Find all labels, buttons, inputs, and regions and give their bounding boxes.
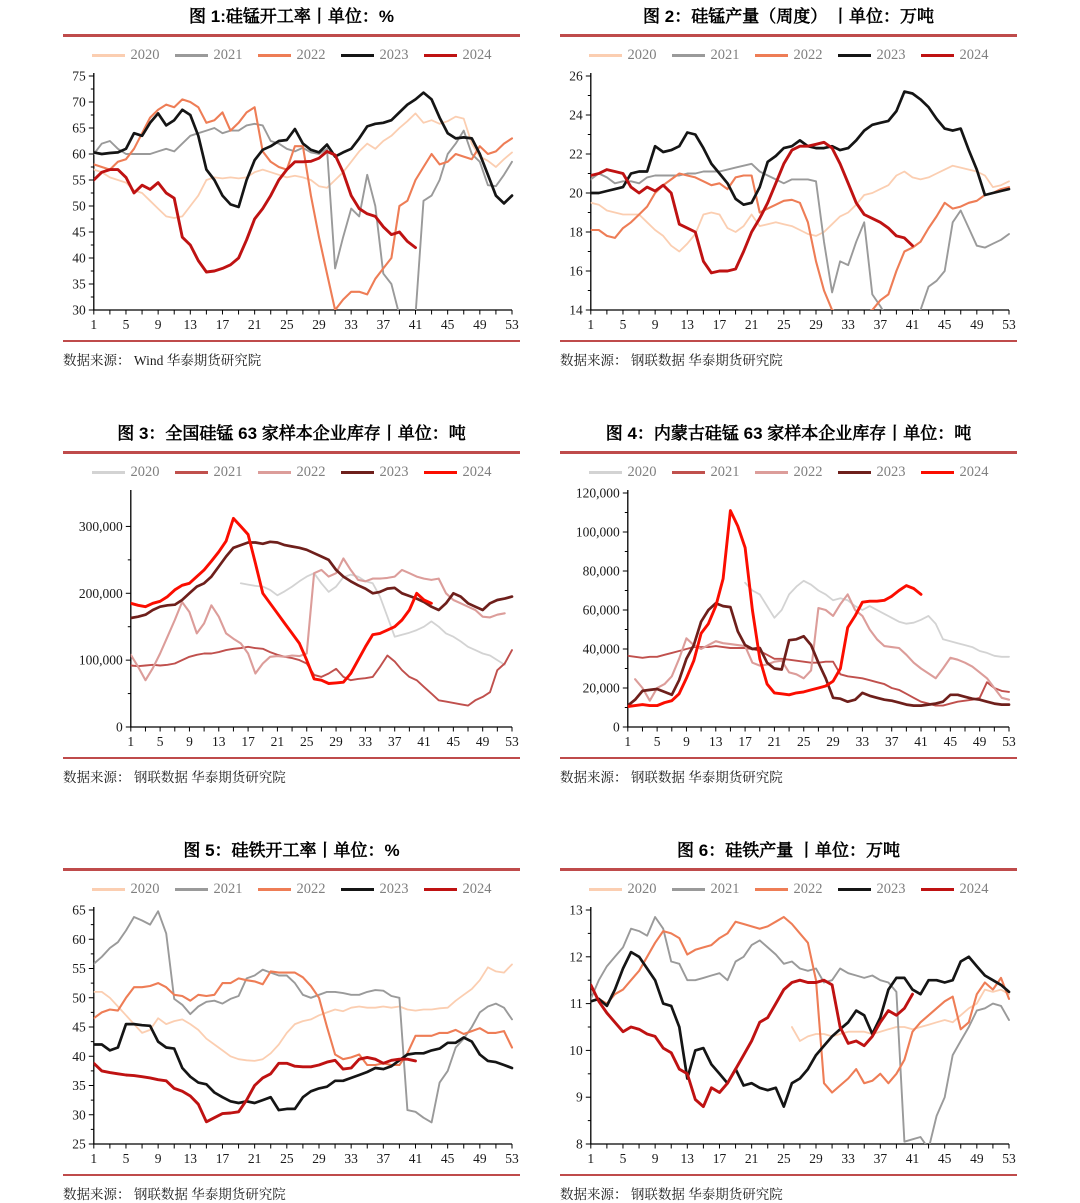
svg-text:21: 21	[247, 316, 262, 332]
svg-text:17: 17	[712, 1150, 727, 1166]
legend-swatch-2023	[838, 471, 871, 474]
legend-item-2023	[838, 464, 906, 481]
svg-text:12: 12	[569, 948, 583, 964]
legend-label-2021: 2021	[710, 464, 740, 480]
svg-text:41: 41	[408, 316, 423, 332]
legend-label-2024: 2024	[959, 881, 989, 897]
svg-text:24: 24	[569, 107, 583, 122]
figure-6-chart	[560, 902, 1017, 1170]
svg-text:53: 53	[1002, 316, 1016, 332]
svg-text:120,000: 120,000	[575, 485, 620, 500]
svg-text:53: 53	[1002, 733, 1016, 749]
figure-5-block	[63, 836, 520, 1203]
svg-text:1: 1	[587, 1150, 595, 1166]
svg-text:30: 30	[72, 1106, 86, 1122]
legend-label-2022: 2022	[793, 47, 823, 63]
legend-label-2023: 2023	[876, 464, 906, 480]
legend-swatch-2021	[672, 54, 705, 57]
figure-6-source: 数据来源： 钢联数据 华泰期货研究院	[560, 1187, 783, 1202]
legend-label-2021: 2021	[710, 881, 740, 897]
figure-4-source: 数据来源： 钢联数据 华泰期货研究院	[560, 770, 783, 785]
svg-text:45: 45	[440, 1150, 455, 1166]
figure-1-legend	[63, 46, 520, 66]
svg-text:80,000: 80,000	[582, 563, 620, 578]
legend-label-2020: 2020	[130, 47, 160, 63]
svg-text:41: 41	[408, 1150, 423, 1166]
legend-swatch-2020	[92, 54, 125, 57]
legend-item-2021	[175, 881, 243, 898]
svg-text:53: 53	[505, 316, 519, 332]
legend-swatch-2022	[755, 888, 788, 891]
title-rule	[560, 868, 1017, 871]
legend-item-2022	[258, 464, 326, 481]
legend-item-2024	[921, 464, 989, 481]
legend-item-2023	[838, 47, 906, 64]
svg-text:5: 5	[619, 1150, 627, 1166]
svg-text:49: 49	[972, 733, 987, 749]
legend-swatch-2022	[258, 54, 291, 57]
figure-6-title: 图 6：硅铁产量 丨单位：万吨	[677, 841, 900, 860]
legend-swatch-2023	[341, 888, 374, 891]
figure-2-block	[560, 2, 1017, 369]
svg-text:45: 45	[937, 316, 952, 332]
svg-text:53: 53	[505, 733, 519, 749]
legend-swatch-2023	[341, 54, 374, 57]
svg-text:13: 13	[569, 902, 583, 917]
figure-1-chart	[63, 68, 520, 336]
svg-text:21: 21	[744, 316, 759, 332]
svg-text:20: 20	[569, 185, 583, 200]
svg-text:35: 35	[72, 1077, 86, 1093]
svg-text:25: 25	[796, 733, 811, 749]
svg-text:13: 13	[212, 733, 226, 749]
svg-text:100,000: 100,000	[78, 652, 123, 668]
svg-text:60: 60	[72, 931, 86, 947]
legend-label-2022: 2022	[793, 881, 823, 897]
legend-swatch-2022	[258, 888, 291, 891]
svg-text:45: 45	[446, 733, 461, 749]
svg-text:29: 29	[312, 1150, 326, 1166]
svg-text:9: 9	[683, 733, 690, 749]
svg-text:10: 10	[569, 1042, 583, 1058]
svg-text:49: 49	[473, 1150, 487, 1166]
legend-swatch-2022	[258, 471, 291, 474]
svg-text:0: 0	[116, 719, 123, 734]
figure-5-legend	[63, 880, 520, 900]
figure-3-title: 图 3：全国硅锰 63 家样本企业库存丨单位：吨	[117, 424, 466, 443]
figure-4-legend	[560, 463, 1017, 483]
legend-swatch-2020	[589, 888, 622, 891]
svg-text:17: 17	[215, 316, 230, 332]
svg-text:5: 5	[619, 316, 627, 332]
svg-text:33: 33	[358, 733, 373, 749]
legend-label-2021: 2021	[213, 881, 243, 897]
legend-label-2020: 2020	[130, 464, 160, 480]
svg-text:22: 22	[569, 146, 583, 161]
svg-text:1: 1	[587, 316, 595, 332]
figure-3-chart	[63, 485, 520, 753]
svg-text:37: 37	[376, 316, 391, 332]
svg-text:33: 33	[855, 733, 870, 749]
legend-item-2020	[589, 464, 657, 481]
svg-text:0: 0	[613, 719, 620, 734]
svg-text:37: 37	[873, 316, 888, 332]
svg-text:41: 41	[914, 733, 928, 749]
figure-4-title: 图 4：内蒙古硅锰 63 家样本企业库存丨单位：吨	[605, 424, 972, 443]
legend-label-2024: 2024	[462, 881, 492, 897]
legend-swatch-2024	[921, 54, 954, 57]
svg-text:1: 1	[127, 733, 135, 749]
figure-2-source: 数据来源： 钢联数据 华泰期货研究院	[560, 353, 783, 368]
svg-text:25: 25	[299, 733, 314, 749]
legend-label-2024: 2024	[959, 464, 989, 480]
figure-1-block	[63, 2, 520, 369]
svg-text:17: 17	[738, 733, 752, 749]
figure-3-block	[63, 419, 520, 786]
svg-text:25: 25	[777, 316, 791, 332]
figure-5-source: 数据来源： 钢联数据 华泰期货研究院	[63, 1187, 286, 1202]
svg-text:14: 14	[569, 302, 583, 317]
legend-swatch-2020	[589, 471, 622, 474]
svg-text:37: 37	[376, 1150, 391, 1166]
svg-text:11: 11	[569, 995, 583, 1011]
svg-text:25: 25	[72, 1136, 86, 1151]
title-rule	[560, 451, 1017, 454]
svg-text:33: 33	[841, 316, 855, 332]
legend-item-2022	[258, 47, 326, 64]
legend-label-2023: 2023	[876, 881, 906, 897]
svg-text:40: 40	[72, 250, 86, 265]
svg-text:26: 26	[569, 68, 583, 83]
svg-text:55: 55	[72, 960, 86, 976]
legend-item-2024	[424, 464, 492, 481]
svg-text:18: 18	[569, 224, 583, 239]
svg-text:50: 50	[72, 198, 86, 213]
legend-label-2023: 2023	[379, 464, 409, 480]
svg-text:65: 65	[72, 120, 86, 135]
figure-2-chart	[560, 68, 1017, 336]
svg-text:16: 16	[569, 263, 583, 278]
legend-swatch-2020	[92, 471, 125, 474]
svg-text:45: 45	[72, 1019, 86, 1034]
svg-text:40,000: 40,000	[582, 641, 620, 656]
legend-item-2022	[258, 881, 326, 898]
legend-item-2021	[672, 47, 740, 64]
svg-text:21: 21	[767, 733, 782, 749]
legend-label-2023: 2023	[379, 47, 409, 63]
svg-text:5: 5	[122, 316, 130, 332]
svg-text:75: 75	[72, 68, 86, 83]
legend-item-2021	[175, 47, 243, 64]
svg-text:100,000: 100,000	[575, 524, 620, 539]
legend-label-2022: 2022	[296, 47, 326, 63]
legend-item-2020	[589, 47, 657, 64]
svg-text:45: 45	[440, 316, 455, 332]
svg-text:1: 1	[90, 1150, 98, 1166]
title-rule	[63, 868, 520, 871]
svg-text:21: 21	[744, 1150, 759, 1166]
legend-swatch-2024	[424, 471, 457, 474]
svg-text:45: 45	[937, 1150, 952, 1166]
svg-text:13: 13	[709, 733, 723, 749]
svg-text:9: 9	[186, 733, 193, 749]
svg-text:33: 33	[841, 1150, 855, 1166]
legend-item-2020	[92, 464, 160, 481]
svg-text:17: 17	[215, 1150, 230, 1166]
svg-text:49: 49	[970, 316, 984, 332]
svg-text:21: 21	[247, 1150, 262, 1166]
figure-1-title: 图 1:硅锰开工率丨单位：%	[189, 7, 394, 26]
legend-label-2024: 2024	[462, 47, 492, 63]
figure-6-legend	[560, 880, 1017, 900]
figure-2-legend	[560, 46, 1017, 66]
svg-text:25: 25	[280, 1150, 294, 1166]
legend-label-2023: 2023	[379, 881, 409, 897]
figure-4-chart	[560, 485, 1017, 753]
legend-swatch-2020	[92, 888, 125, 891]
svg-text:21: 21	[270, 733, 285, 749]
svg-text:49: 49	[970, 1150, 984, 1166]
svg-text:37: 37	[884, 733, 899, 749]
svg-text:29: 29	[826, 733, 840, 749]
svg-text:5: 5	[122, 1150, 130, 1166]
figure-5-chart	[63, 902, 520, 1170]
figure-3-legend	[63, 463, 520, 483]
svg-text:9: 9	[651, 1150, 659, 1166]
legend-swatch-2021	[175, 54, 208, 57]
figure-6-block	[560, 836, 1017, 1203]
legend-swatch-2024	[921, 888, 954, 891]
svg-text:45: 45	[943, 733, 958, 749]
svg-text:29: 29	[809, 316, 823, 332]
svg-text:13: 13	[183, 316, 198, 332]
svg-text:300,000: 300,000	[78, 518, 123, 534]
legend-swatch-2023	[838, 888, 871, 891]
legend-label-2022: 2022	[296, 881, 326, 897]
svg-text:60: 60	[72, 146, 86, 161]
svg-text:35: 35	[72, 276, 86, 291]
svg-text:29: 29	[809, 1150, 823, 1166]
svg-text:1: 1	[624, 733, 632, 749]
svg-text:20,000: 20,000	[582, 680, 620, 695]
legend-item-2022	[755, 47, 823, 64]
legend-swatch-2021	[672, 888, 705, 891]
svg-text:60,000: 60,000	[582, 602, 620, 617]
svg-text:49: 49	[475, 733, 490, 749]
legend-item-2024	[921, 47, 989, 64]
legend-item-2020	[92, 881, 160, 898]
legend-swatch-2023	[341, 471, 374, 474]
svg-text:29: 29	[312, 316, 326, 332]
legend-swatch-2020	[589, 54, 622, 57]
svg-text:1: 1	[90, 316, 98, 332]
figure-1-source: 数据来源： Wind 华泰期货研究院	[63, 353, 262, 368]
legend-swatch-2021	[672, 471, 705, 474]
svg-text:55: 55	[72, 172, 86, 187]
legend-swatch-2023	[838, 54, 871, 57]
figure-2-title: 图 2：硅锰产量（周度） 丨单位：万吨	[643, 7, 934, 26]
svg-text:70: 70	[72, 94, 86, 109]
svg-text:8: 8	[576, 1136, 583, 1151]
svg-text:13: 13	[680, 1150, 695, 1166]
legend-swatch-2022	[755, 471, 788, 474]
legend-item-2023	[341, 881, 409, 898]
legend-item-2023	[838, 881, 906, 898]
legend-item-2021	[175, 464, 243, 481]
legend-label-2020: 2020	[627, 881, 657, 897]
legend-item-2021	[672, 881, 740, 898]
svg-text:33: 33	[344, 1150, 358, 1166]
legend-label-2021: 2021	[213, 47, 243, 63]
svg-text:5: 5	[156, 733, 164, 749]
figure-3-source: 数据来源： 钢联数据 华泰期货研究院	[63, 770, 286, 785]
legend-swatch-2021	[175, 471, 208, 474]
svg-text:25: 25	[777, 1150, 791, 1166]
legend-label-2024: 2024	[462, 464, 492, 480]
title-rule	[63, 451, 520, 454]
legend-item-2021	[672, 464, 740, 481]
legend-item-2024	[424, 881, 492, 898]
svg-text:53: 53	[1002, 1150, 1016, 1166]
svg-text:41: 41	[905, 316, 920, 332]
legend-label-2020: 2020	[130, 881, 160, 897]
svg-text:17: 17	[241, 733, 255, 749]
legend-label-2020: 2020	[627, 47, 657, 63]
svg-text:41: 41	[417, 733, 431, 749]
svg-text:50: 50	[72, 989, 86, 1005]
legend-label-2021: 2021	[213, 464, 243, 480]
svg-text:25: 25	[280, 316, 294, 332]
legend-label-2023: 2023	[876, 47, 906, 63]
svg-text:33: 33	[344, 316, 358, 332]
svg-text:200,000: 200,000	[78, 585, 123, 601]
svg-text:5: 5	[653, 733, 661, 749]
svg-text:9: 9	[154, 1150, 162, 1166]
svg-text:9: 9	[576, 1089, 583, 1105]
svg-text:49: 49	[473, 316, 487, 332]
legend-swatch-2022	[755, 54, 788, 57]
svg-text:29: 29	[329, 733, 343, 749]
title-rule	[63, 34, 520, 37]
svg-text:45: 45	[72, 224, 86, 239]
title-rule	[560, 34, 1017, 37]
svg-text:9: 9	[154, 316, 162, 332]
legend-item-2023	[341, 47, 409, 64]
legend-item-2020	[589, 881, 657, 898]
svg-text:13: 13	[183, 1150, 198, 1166]
svg-text:37: 37	[387, 733, 402, 749]
legend-label-2022: 2022	[793, 464, 823, 480]
legend-swatch-2024	[424, 54, 457, 57]
svg-text:13: 13	[680, 316, 695, 332]
legend-label-2021: 2021	[710, 47, 740, 63]
legend-item-2022	[755, 464, 823, 481]
legend-item-2024	[921, 881, 989, 898]
svg-text:17: 17	[712, 316, 727, 332]
svg-text:41: 41	[905, 1150, 920, 1166]
figure-4-block	[560, 419, 1017, 786]
legend-label-2022: 2022	[296, 464, 326, 480]
svg-text:65: 65	[72, 902, 86, 917]
svg-text:9: 9	[651, 316, 659, 332]
svg-text:30: 30	[72, 302, 86, 317]
legend-label-2020: 2020	[627, 464, 657, 480]
figure-5-title: 图 5：硅铁开工率丨单位：%	[183, 841, 400, 860]
svg-text:40: 40	[72, 1048, 86, 1064]
legend-swatch-2021	[175, 888, 208, 891]
legend-item-2023	[341, 464, 409, 481]
legend-item-2020	[92, 47, 160, 64]
legend-label-2024: 2024	[959, 47, 989, 63]
svg-text:37: 37	[873, 1150, 888, 1166]
legend-item-2022	[755, 881, 823, 898]
legend-item-2024	[424, 47, 492, 64]
legend-swatch-2024	[424, 888, 457, 891]
legend-swatch-2024	[921, 471, 954, 474]
svg-text:53: 53	[505, 1150, 519, 1166]
